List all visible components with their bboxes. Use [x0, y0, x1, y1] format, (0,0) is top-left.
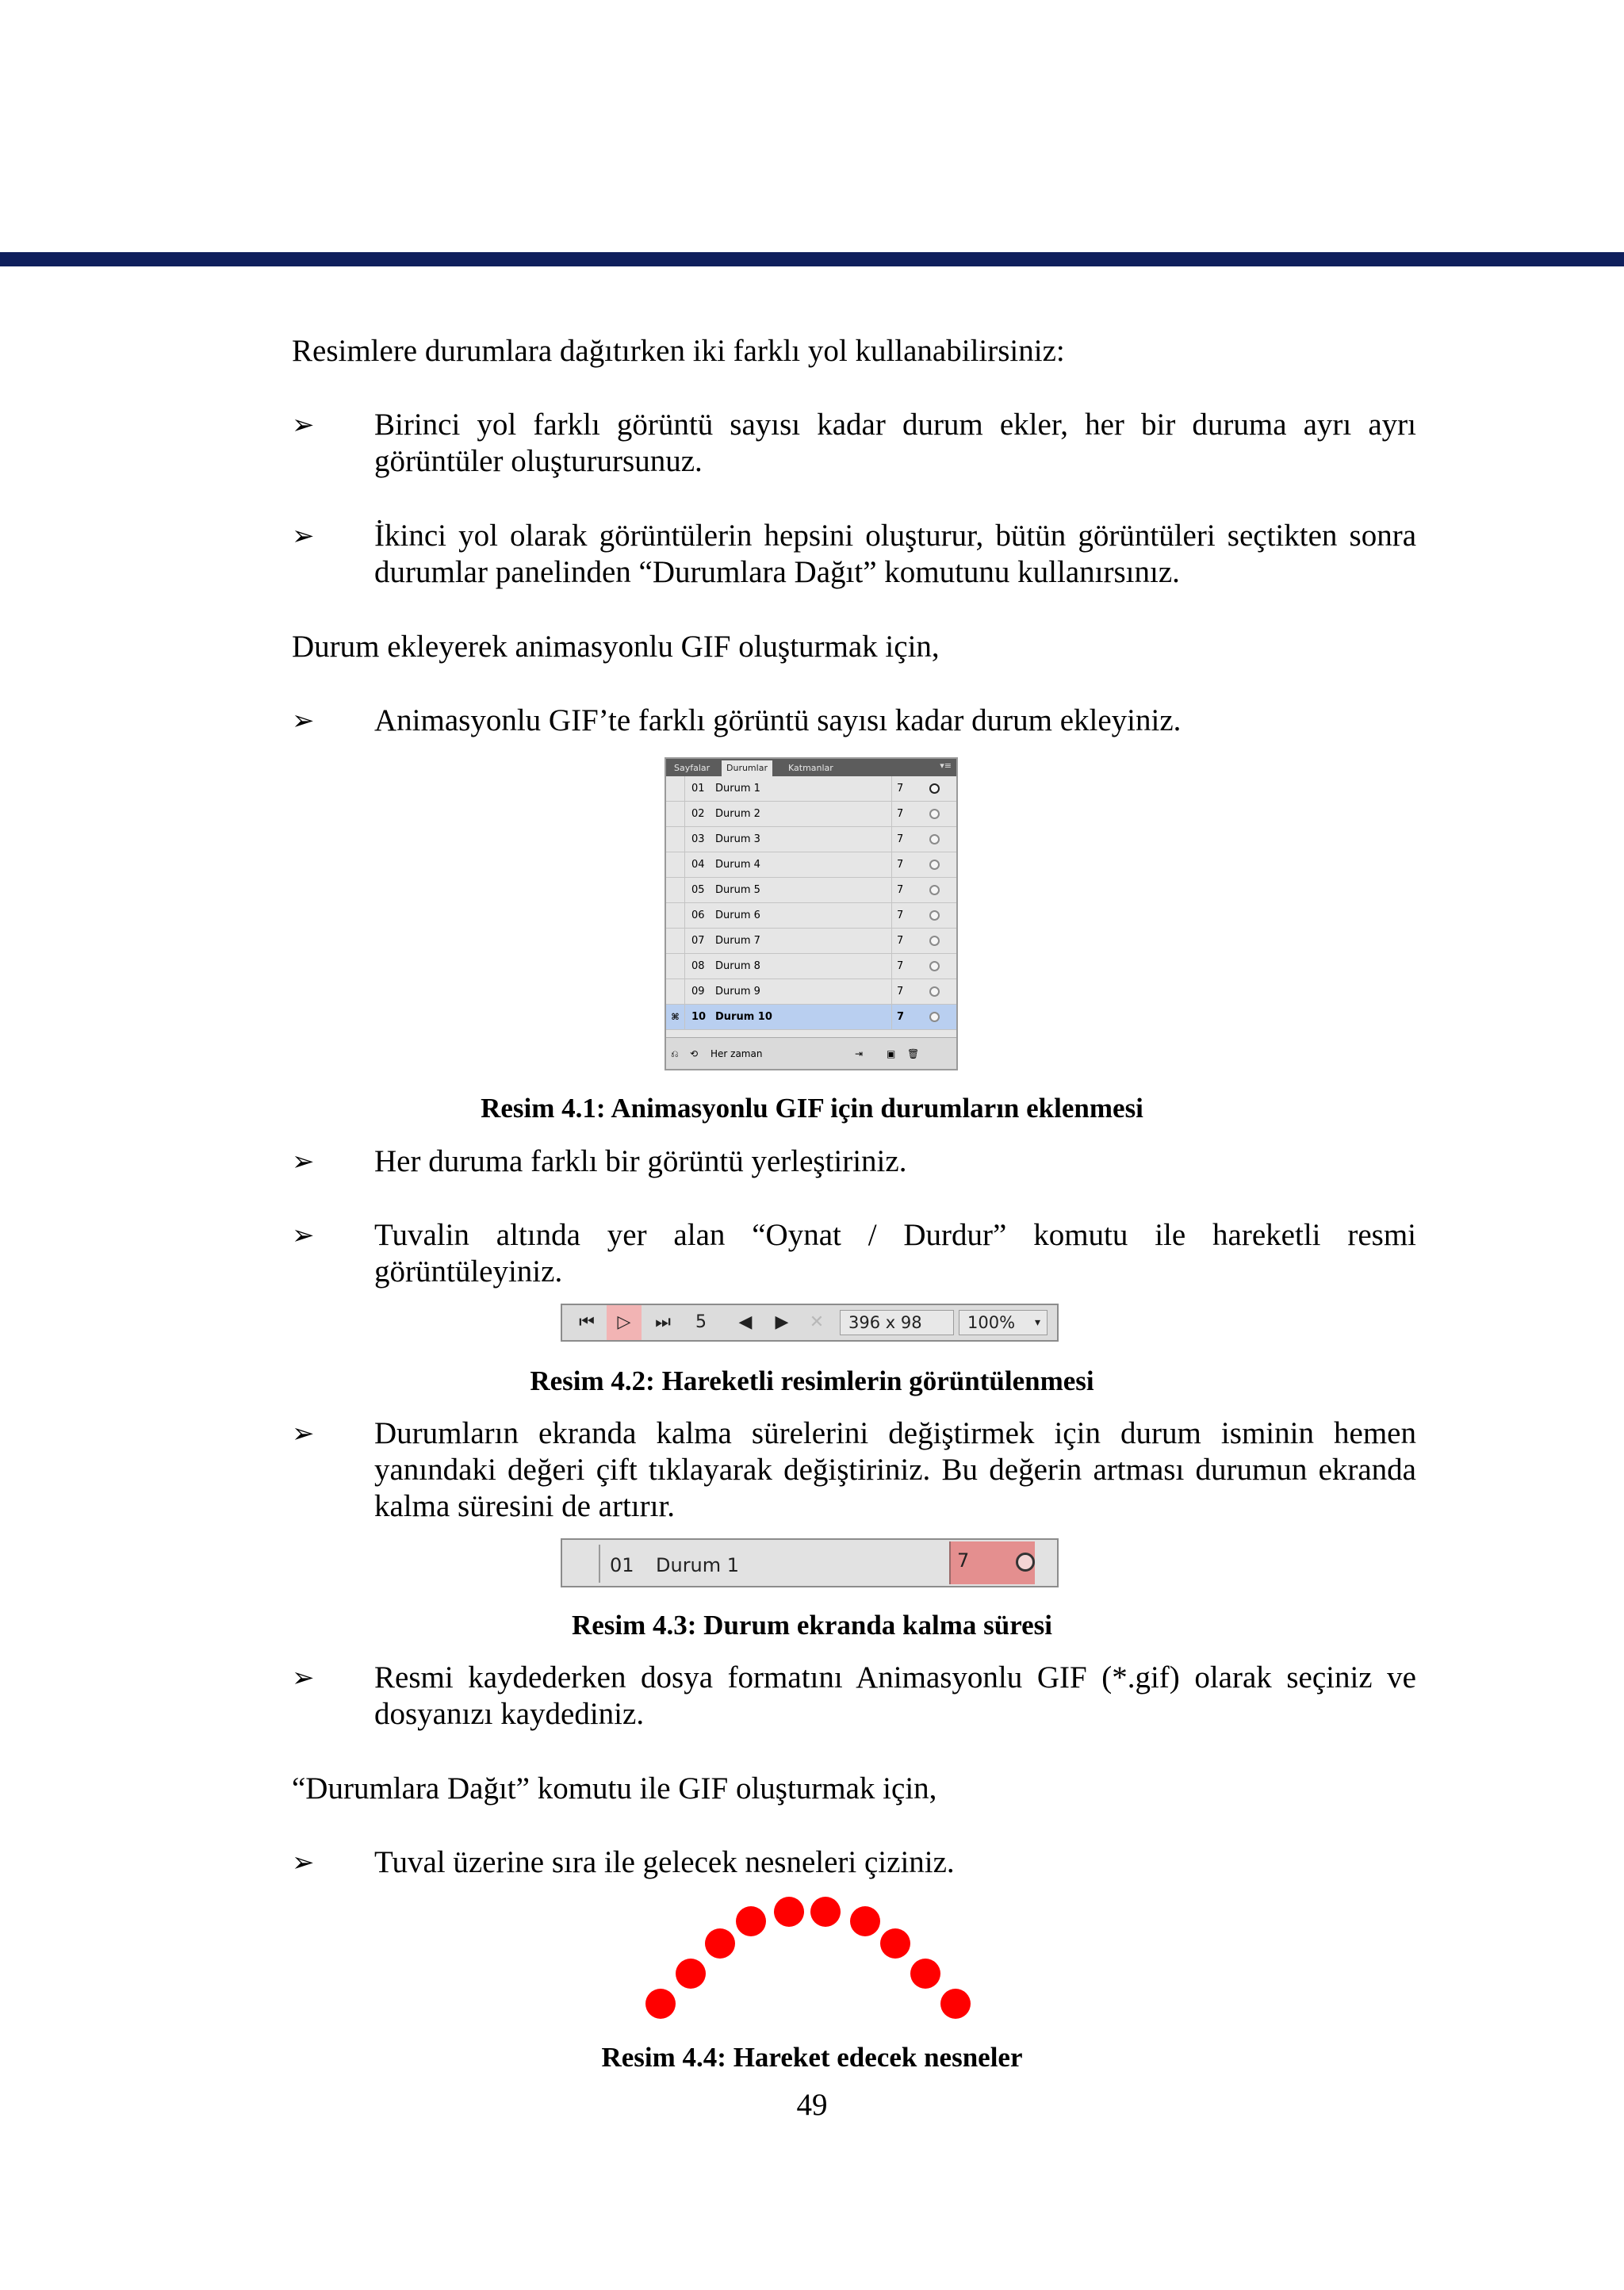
- frame-number: 01: [691, 783, 705, 795]
- frame-number: 09: [691, 986, 705, 998]
- frame-visibility-icon[interactable]: [929, 986, 940, 997]
- frame-visibility-icon[interactable]: [929, 936, 940, 946]
- tab-layers[interactable]: Katmanlar: [788, 763, 833, 773]
- loop-icon: ⌘: [666, 1005, 685, 1029]
- bullet-text: Resmi kaydederken dosya formatını Animasyonlu GIF (*.gif) olarak seçiniz ve dosyanızı kaydediniz.: [374, 1660, 1416, 1731]
- frame-visibility-icon[interactable]: [929, 961, 940, 971]
- red-dot: [940, 1989, 971, 2019]
- bullet-text: Birinci yol farklı görüntü sayısı kadar durum ekler, her bir duruma ayrı ayrı görüntüler oluşturursunuz.: [374, 408, 1416, 478]
- arrow-bullet-icon: ➢: [292, 705, 315, 737]
- frame-delay[interactable]: 7: [891, 954, 915, 978]
- bullet-text: Her duruma farklı bir görüntü yerleştiriniz.: [374, 1144, 907, 1178]
- frame-row-selected[interactable]: [666, 1005, 956, 1030]
- frame-name: Durum 5: [715, 884, 760, 896]
- zoom-select[interactable]: [959, 1310, 1048, 1335]
- bullet-play: [292, 1217, 1416, 1290]
- bullet-text: Tuvalin altında yer alan “Oynat / Durdur” komutu ile hareketli resmi görüntüleyiniz.: [374, 1218, 1416, 1289]
- red-dot: [850, 1906, 880, 1936]
- frame-visibility-icon[interactable]: [1016, 1553, 1035, 1572]
- loop-gif-icon[interactable]: ⟲: [690, 1048, 699, 1059]
- frame-name: Durum 8: [715, 960, 760, 972]
- new-frame-icon[interactable]: ▣: [887, 1048, 896, 1059]
- frame-visibility-icon[interactable]: [929, 809, 940, 819]
- red-dot: [910, 1959, 940, 1989]
- frame-delay-strip: [561, 1538, 1059, 1587]
- frame-delay[interactable]: 7: [891, 903, 915, 928]
- frame-row[interactable]: [666, 979, 956, 1005]
- arrow-bullet-icon: ➢: [292, 409, 315, 441]
- frame-name: Durum 6: [715, 909, 760, 921]
- figure-caption-4: Resim 4.4: Hareket edecek nesneler: [601, 2042, 1023, 2073]
- frame-number: 01: [610, 1554, 634, 1576]
- playback-toolbar: [561, 1304, 1059, 1342]
- frame-number: 10: [691, 1011, 707, 1023]
- bullet-first-way: [292, 407, 1416, 480]
- frame-row[interactable]: [666, 954, 956, 979]
- frame-delay[interactable]: 7: [891, 852, 915, 877]
- header-rule: [0, 252, 1624, 266]
- arrow-bullet-icon: ➢: [292, 1220, 315, 1251]
- red-dot: [810, 1897, 841, 1927]
- last-frame-icon[interactable]: ⏭: [655, 1312, 671, 1332]
- frame-visibility-icon[interactable]: [929, 910, 940, 921]
- delete-frame-icon[interactable]: 🗑: [907, 1048, 920, 1059]
- bullet-text: Animasyonlu GIF’te farklı görüntü sayısı kadar durum ekleyiniz.: [374, 703, 1182, 737]
- frame-row[interactable]: [666, 827, 956, 852]
- frame-delay[interactable]: 7: [891, 979, 915, 1004]
- frame-number: 06: [691, 909, 705, 921]
- arrow-bullet-icon: ➢: [292, 1662, 315, 1694]
- red-dot: [774, 1897, 804, 1927]
- frame-visibility-icon[interactable]: [929, 834, 940, 844]
- bullet-save: [292, 1660, 1416, 1733]
- arrow-bullet-icon: ➢: [292, 1847, 315, 1878]
- bullet-text: Tuval üzerine sıra ile gelecek nesneleri çiziniz.: [374, 1845, 955, 1879]
- bullet-delay: [292, 1415, 1416, 1525]
- frame-name: Durum 1: [656, 1554, 740, 1576]
- figure-caption-3: Resim 4.3: Durum ekranda kalma süresi: [571, 1610, 1053, 1641]
- onion-skin-icon[interactable]: ⎌: [671, 1048, 679, 1059]
- panel-footer: [666, 1037, 956, 1069]
- bullet-text: İkinci yol olarak görüntülerin hepsini oluşturur, bütün görüntüleri seçtikten sonra durumlar panelinden “Durumlara Dağıt” komutunu kullanırsınız.: [374, 519, 1416, 589]
- frame-delay[interactable]: 7: [891, 929, 915, 953]
- arrow-bullet-icon: ➢: [292, 1146, 315, 1178]
- frame-number: 08: [691, 960, 705, 972]
- frame-delay-highlight[interactable]: [949, 1541, 1035, 1584]
- frame-row[interactable]: [666, 878, 956, 903]
- frame-row[interactable]: [666, 776, 956, 802]
- frame-name: Durum 7: [715, 935, 760, 947]
- bullet-text: Durumların ekranda kalma sürelerini değiştirmek için durum isminin hemen yanındaki değeri çift tıklayarak değiştiriniz. Bu değerin artması durumun ekranda kalma süresini de artırır.: [374, 1416, 1416, 1523]
- frame-delay[interactable]: 7: [891, 827, 915, 852]
- frame-number: 03: [691, 833, 705, 845]
- zoom-value: 100%: [967, 1313, 1016, 1332]
- frame-delay[interactable]: 7: [891, 878, 915, 902]
- red-dot: [705, 1928, 735, 1959]
- frame-name: Durum 9: [715, 986, 760, 998]
- frame-count: 5: [695, 1312, 707, 1332]
- page-number: 49: [796, 2088, 828, 2122]
- frame-visibility-icon[interactable]: [929, 783, 940, 794]
- frame-number: 04: [691, 859, 705, 871]
- red-dot: [736, 1906, 766, 1936]
- frame-row[interactable]: [666, 802, 956, 827]
- intro-text: Resimlere durumlara dağıtırken iki farklı yol kullanabilirsiniz:: [292, 334, 1065, 368]
- distribute-icon[interactable]: ⇥: [855, 1048, 864, 1059]
- frame-row[interactable]: [666, 929, 956, 954]
- moving-objects-figure: [634, 1887, 991, 2030]
- previous-frame-icon[interactable]: ◀: [738, 1312, 753, 1332]
- first-frame-icon[interactable]: ⏮: [579, 1312, 595, 1332]
- figure-caption-1: Resim 4.1: Animasyonlu GIF için durumların eklenmesi: [481, 1093, 1143, 1124]
- frames-panel: [665, 757, 958, 1070]
- frame-name: Durum 1: [715, 783, 760, 795]
- play-stop-icon[interactable]: ▷: [607, 1305, 642, 1340]
- tab-frames[interactable]: Durumlar: [722, 760, 772, 776]
- panel-tab-bar: [666, 759, 956, 776]
- section-add-frames-title: Durum ekleyerek animasyonlu GIF oluşturmak için,: [292, 630, 940, 664]
- frame-visibility-icon[interactable]: [929, 860, 940, 870]
- red-dot: [676, 1959, 706, 1989]
- frame-name: Durum 2: [715, 808, 760, 820]
- loop-label[interactable]: Her zaman: [710, 1048, 763, 1059]
- arrow-bullet-icon: ➢: [292, 1418, 315, 1449]
- bullet-second-way: [292, 518, 1416, 591]
- frame-number: 02: [691, 808, 705, 820]
- section-distribute-title: “Durumlara Dağıt” komutu ile GIF oluşturmak için,: [292, 1771, 937, 1806]
- tab-pages[interactable]: Sayfalar: [674, 763, 710, 773]
- next-frame-icon[interactable]: ▶: [775, 1312, 789, 1332]
- frame-number: 05: [691, 884, 705, 896]
- frame-name: Durum 4: [715, 859, 760, 871]
- frame-visibility-icon[interactable]: [929, 1012, 940, 1022]
- panel-menu-icon[interactable]: ▾≡: [940, 760, 952, 771]
- red-dot: [880, 1928, 910, 1959]
- frame-row[interactable]: [666, 852, 956, 878]
- frame-number: 07: [691, 935, 705, 947]
- frame-delay-value[interactable]: 7: [957, 1549, 970, 1572]
- close-preview-icon[interactable]: ✕: [809, 1312, 825, 1332]
- frame-delay[interactable]: 7: [891, 1005, 915, 1029]
- frame-visibility-icon[interactable]: [929, 885, 940, 895]
- red-dot: [645, 1989, 676, 2019]
- figure-caption-2: Resim 4.2: Hareketli resimlerin görüntülenmesi: [530, 1365, 1094, 1396]
- frame-name: Durum 3: [715, 833, 760, 845]
- frame-delay[interactable]: 7: [891, 776, 915, 801]
- chevron-down-icon: ▾: [1034, 1316, 1040, 1329]
- frame-row[interactable]: [666, 903, 956, 929]
- canvas-size: 396 x 98: [840, 1310, 954, 1335]
- arrow-bullet-icon: ➢: [292, 520, 315, 552]
- frame-delay[interactable]: 7: [891, 802, 915, 826]
- frame-name: Durum 10: [715, 1011, 772, 1023]
